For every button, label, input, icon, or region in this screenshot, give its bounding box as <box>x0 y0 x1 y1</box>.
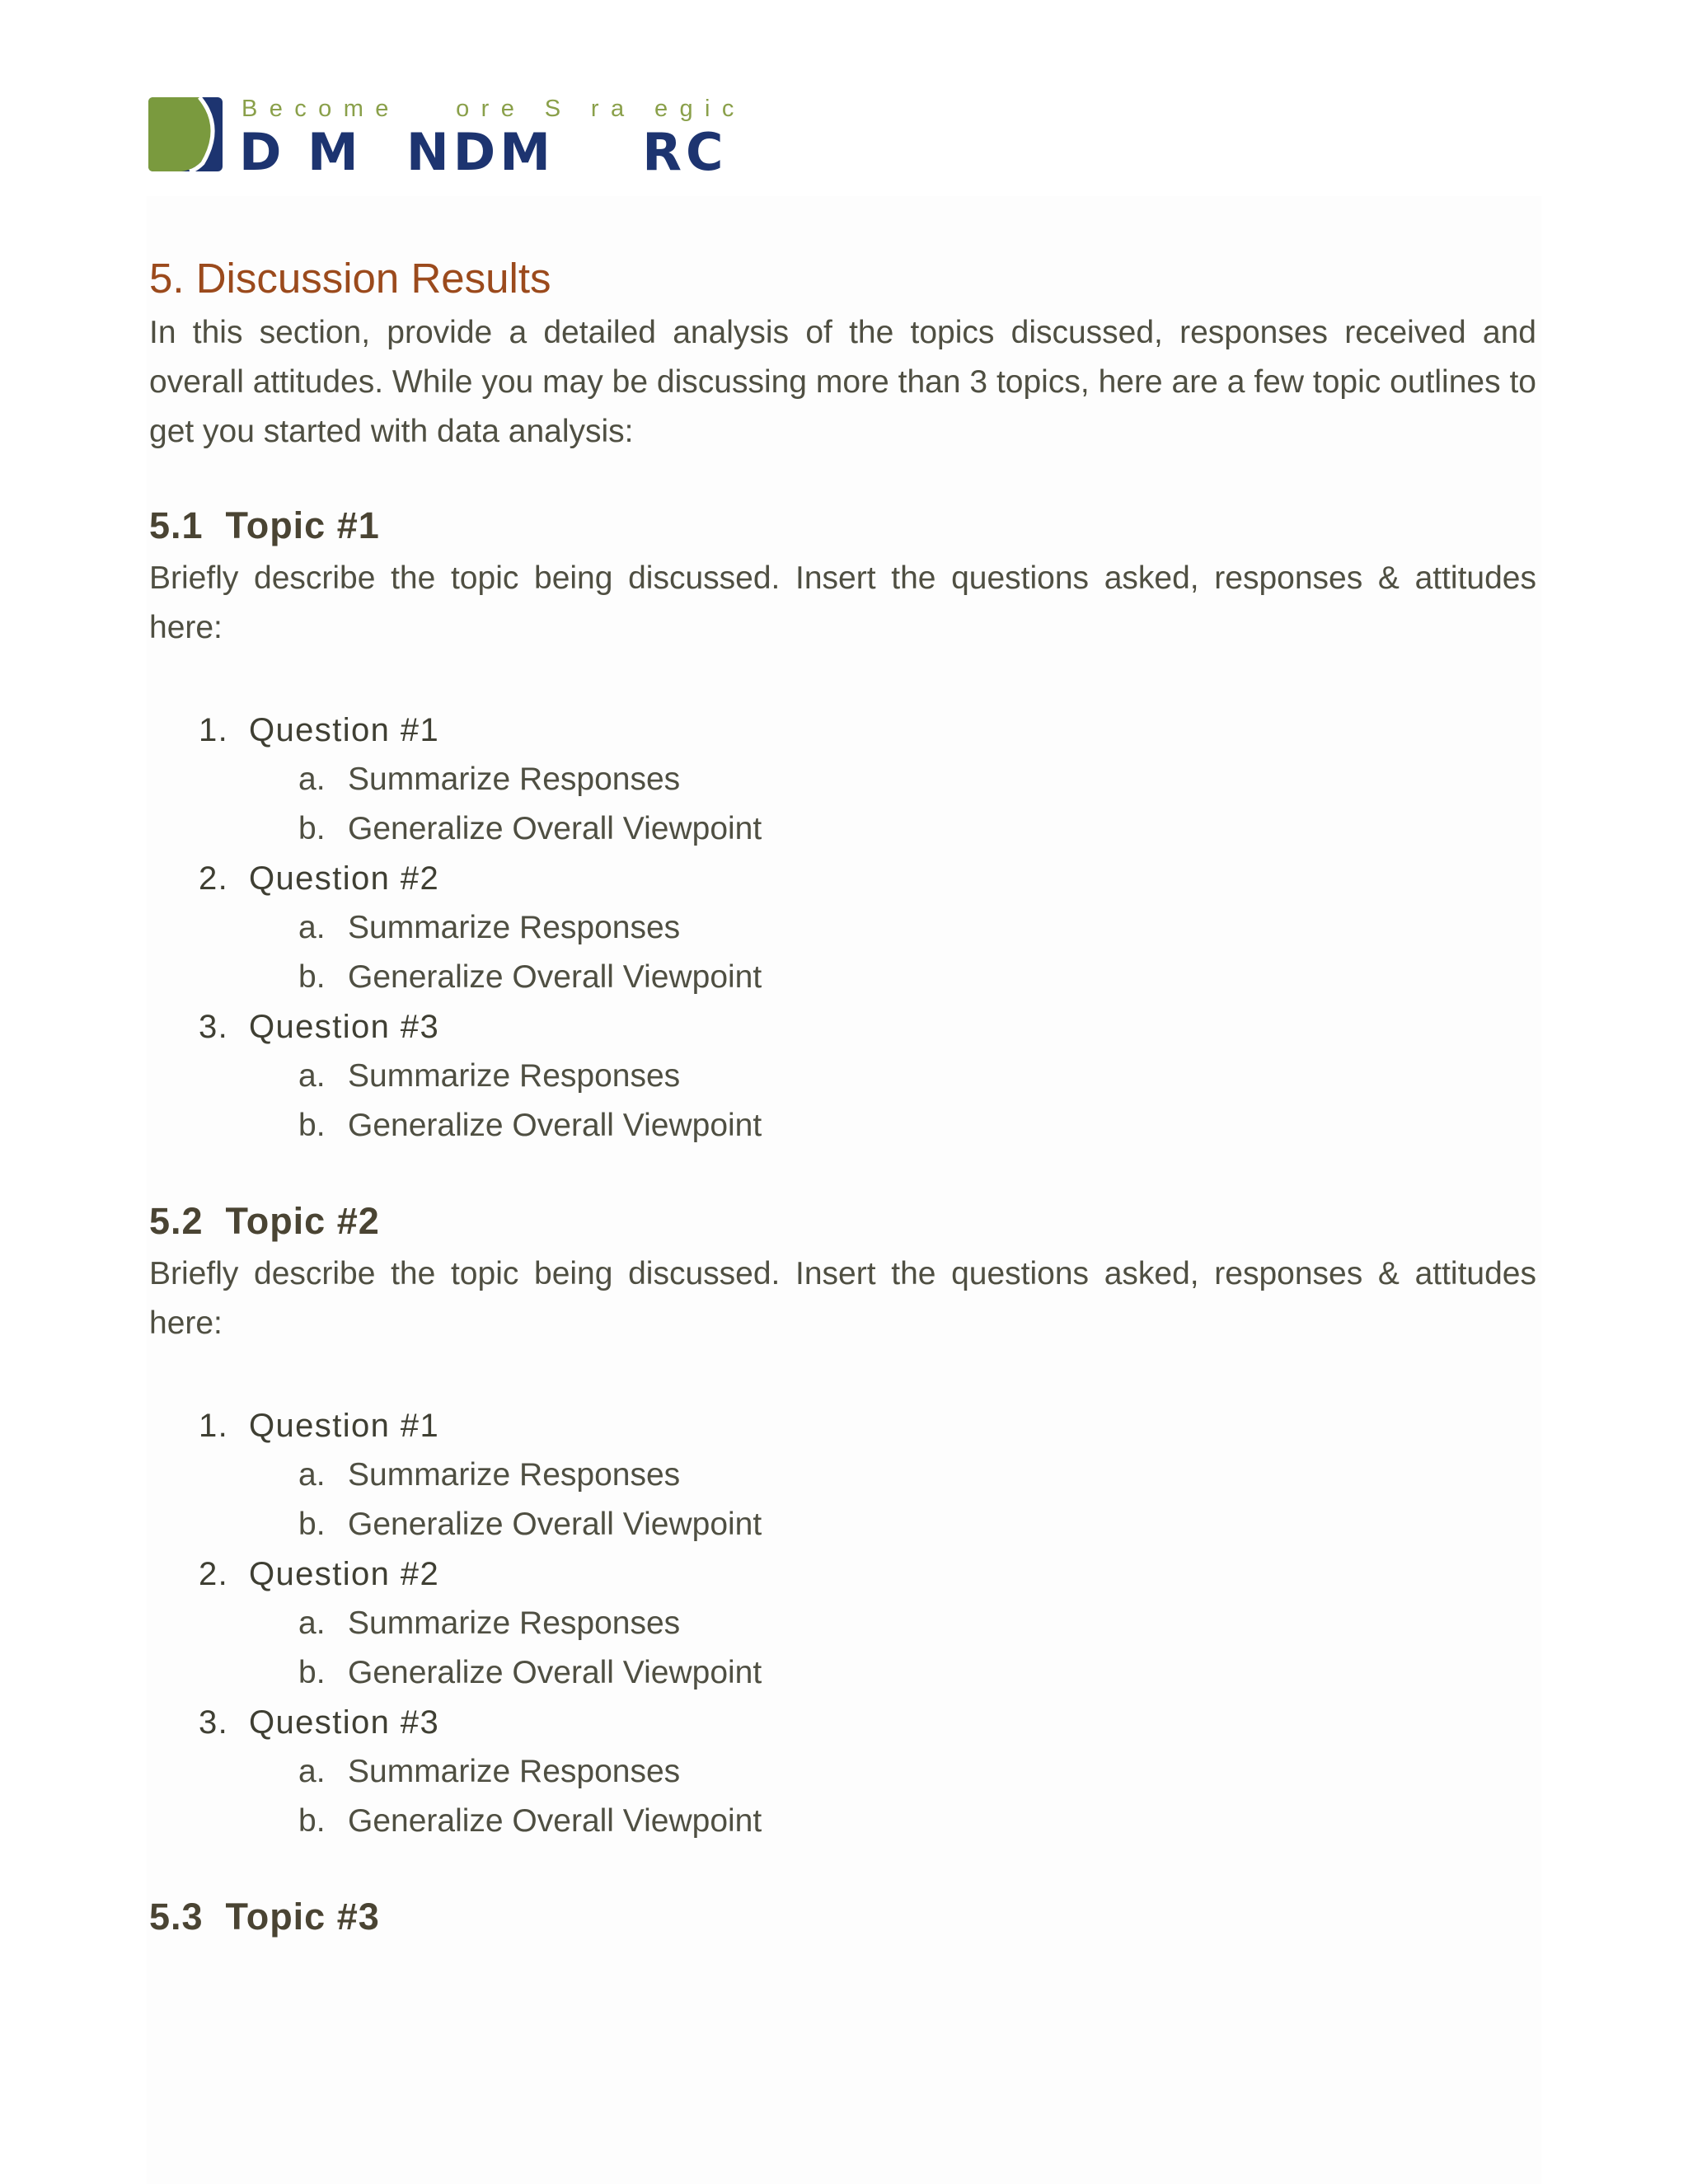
sub-item: b. Generalize Overall Viewpoint <box>298 1655 762 1690</box>
question-item: 3. Question #3 <box>199 1704 440 1741</box>
logo-tagline: Become ore S ra egic <box>241 96 746 122</box>
topic-heading: 5.2 Topic #2 <box>149 1200 380 1242</box>
question-item: 1. Question #1 <box>199 712 440 748</box>
logo-brand-name: D M NDM RC <box>239 122 728 182</box>
section-title: 5. Discussion Results <box>149 255 551 302</box>
sub-item: a. Summarize Responses <box>298 762 681 797</box>
sub-item: b. Generalize Overall Viewpoint <box>298 1507 762 1542</box>
page-background <box>147 196 1541 2184</box>
sub-item: b. Generalize Overall Viewpoint <box>298 959 762 995</box>
sub-item: a. Summarize Responses <box>298 1605 681 1641</box>
sub-item: a. Summarize Responses <box>298 1457 681 1493</box>
topic-heading: 5.3 Topic #3 <box>149 1896 380 1938</box>
question-item: 3. Question #3 <box>199 1009 440 1045</box>
question-item: 2. Question #2 <box>199 1556 440 1592</box>
section-intro: In this section, provide a detailed analysis of the topics discussed, responses received and overall attitudes. While you may be discussing more than 3 topics, here are a few topic outlines to get you started with data analysis: <box>149 315 1536 449</box>
sub-item: a. Summarize Responses <box>298 1058 681 1094</box>
company-logo-icon <box>148 97 223 171</box>
topic-description: Briefly describe the topic being discussed. Insert the questions asked, responses & attitudes here: <box>149 560 1536 645</box>
sub-item: a. Summarize Responses <box>298 1754 681 1789</box>
topic-description: Briefly describe the topic being discussed. Insert the questions asked, responses & attitudes here: <box>149 1256 1536 1341</box>
sub-item: b. Generalize Overall Viewpoint <box>298 1803 762 1839</box>
topic-heading: 5.1 Topic #1 <box>149 504 380 546</box>
sub-item: a. Summarize Responses <box>298 910 681 945</box>
question-item: 1. Question #1 <box>199 1408 440 1444</box>
sub-item: b. Generalize Overall Viewpoint <box>298 811 762 846</box>
sub-item: b. Generalize Overall Viewpoint <box>298 1108 762 1143</box>
question-item: 2. Question #2 <box>199 860 440 897</box>
